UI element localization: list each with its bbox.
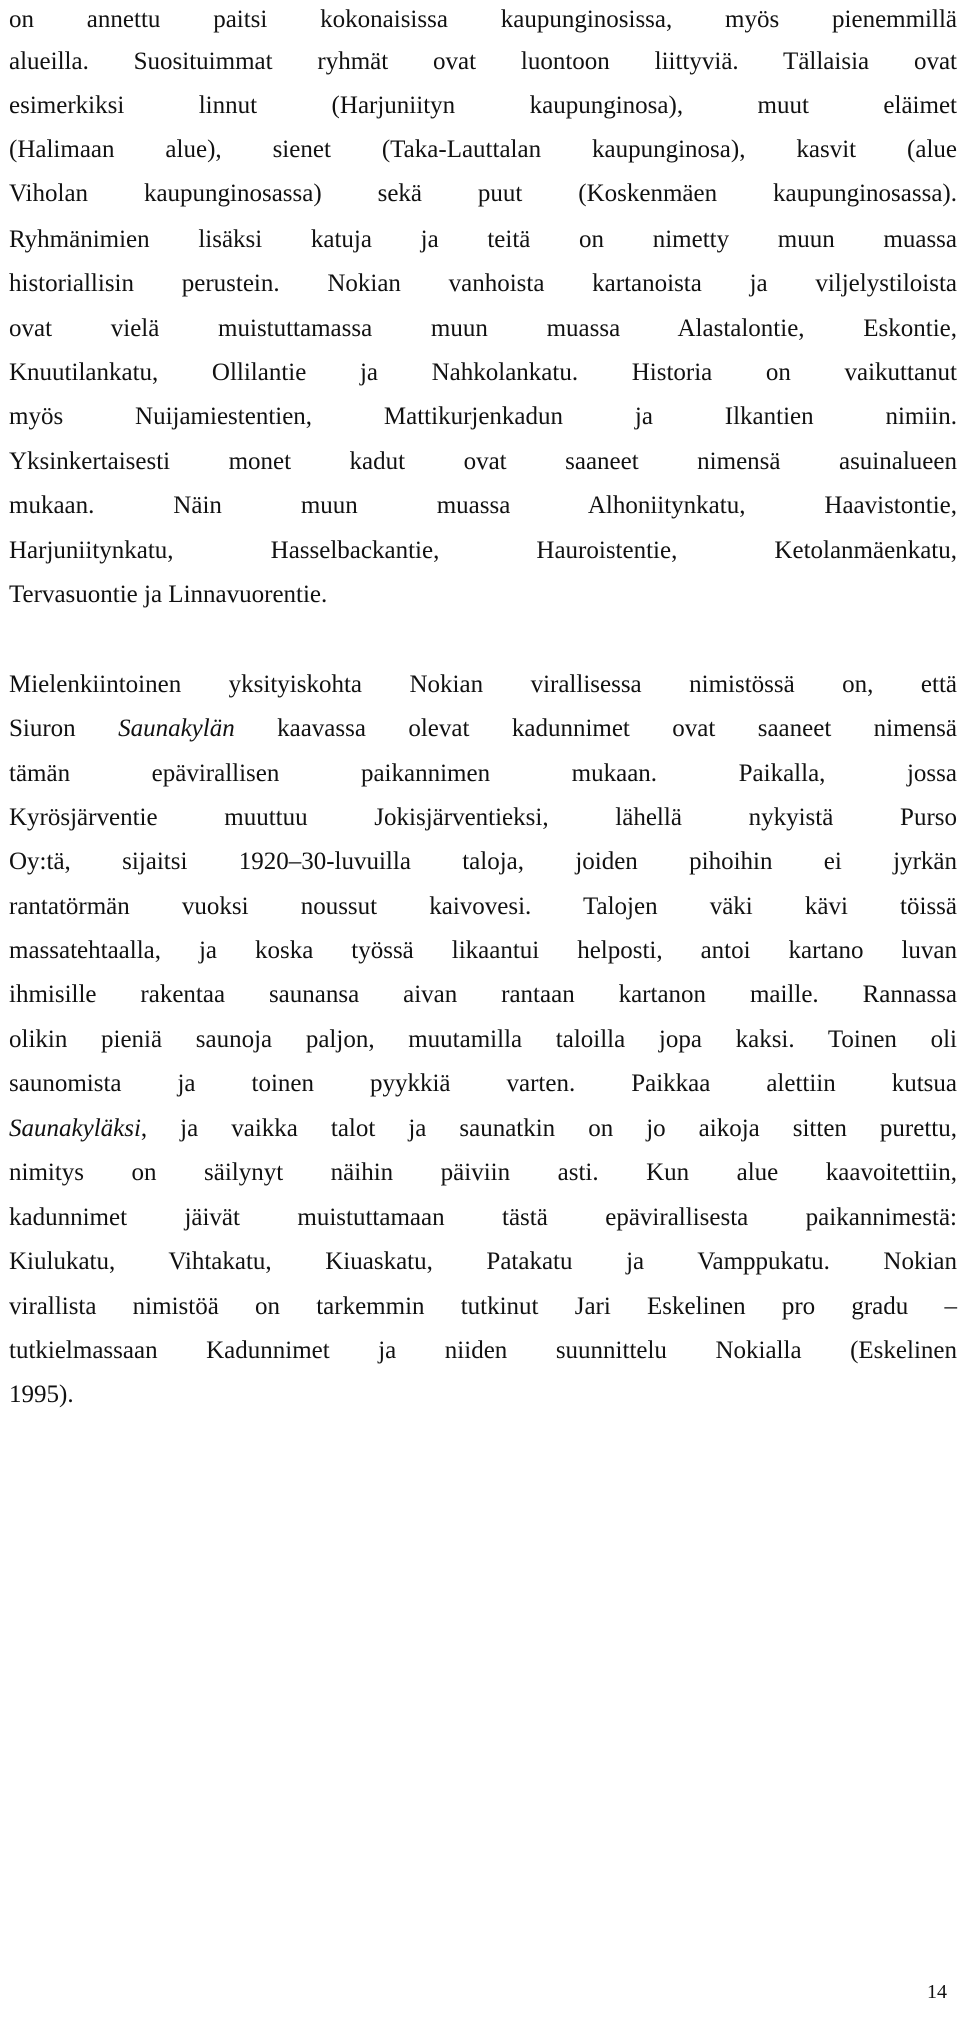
text-line: kadunnimet jäivät muistuttamaan tästä epävirallisesta paikannimestä: <box>9 1204 957 1231</box>
text-line: Mielenkiintoinen yksityiskohta Nokian virallisessa nimistössä on, että <box>9 671 957 698</box>
text-line: Ryhmänimien lisäksi katuja ja teitä on nimetty muun muassa <box>9 226 957 253</box>
text-line: tutkielmassaan Kadunnimet ja niiden suunnittelu Nokialla (Eskelinen <box>9 1337 957 1364</box>
text-line: esimerkiksi linnut (Harjuniityn kaupunginosa), muut eläimet <box>9 92 957 119</box>
text-line: Yksinkertaisesti monet kadut ovat saaneet nimensä asuinalueen <box>9 448 957 475</box>
text-line: tämän epävirallisen paikannimen mukaan. Paikalla, jossa <box>9 760 957 787</box>
text-line: Tervasuontie ja Linnavuorentie. <box>9 581 328 608</box>
text-line: rantatörmän vuoksi noussut kaivovesi. Talojen väki kävi töissä <box>9 893 957 920</box>
text-line <box>9 1114 957 1144</box>
text-line: 1995). <box>9 1381 74 1408</box>
text-line: ihmisille rakentaa saunansa aivan rantaan kartanon maille. Rannassa <box>9 981 957 1008</box>
text-line: Kiulukatu, Vihtakatu, Kiuaskatu, Patakatu ja Vamppukatu. Nokian <box>9 1248 957 1275</box>
page-number: 14 <box>927 1981 947 2003</box>
text-line: ovat vielä muistuttamassa muun muassa Alastalontie, Eskontie, <box>9 315 957 342</box>
text-line: saunomista ja toinen pyykkiä varten. Paikkaa alettiin kutsua <box>9 1070 957 1097</box>
italic-place-name: Saunakylän <box>118 715 235 742</box>
text-line: Viholan kaupunginosassa) sekä puut (Koskenmäen kaupunginosassa). <box>9 180 957 207</box>
text-segment: kaavassa olevat kadunnimet ovat saaneet nimensä <box>234 715 957 742</box>
text-line: Knuutilankatu, Ollilantie ja Nahkolankatu. Historia on vaikuttanut <box>9 359 957 386</box>
text-line: nimitys on säilynyt näihin päiviin asti. Kun alue kaavoitettiin, <box>9 1159 957 1186</box>
text-line: alueilla. Suosituimmat ryhmät ovat luontoon liittyviä. Tällaisia ovat <box>9 48 957 75</box>
italic-place-name: Saunakyläksi <box>9 1115 141 1142</box>
text-line: mukaan. Näin muun muassa Alhoniitynkatu, Haavistontie, <box>9 492 957 519</box>
text-segment: Siuron <box>9 715 119 742</box>
text-line: (Halimaan alue), sienet (Taka-Lauttalan kaupunginosa), kasvit (alue <box>9 136 957 163</box>
text-line: Kyrösjärventie muuttuu Jokisjärventieksi, lähellä nykyistä Purso <box>9 804 957 831</box>
text-line: on annettu paitsi kokonaisissa kaupunginosissa, myös pienemmillä <box>9 6 957 33</box>
text-line: historiallisin perustein. Nokian vanhoista kartanoista ja viljelystiloista <box>9 270 957 297</box>
text-line: myös Nuijamiestentien, Mattikurjenkadun ja Ilkantien nimiin. <box>9 403 957 430</box>
text-line: Harjuniitynkatu, Hasselbackantie, Hauroistentie, Ketolanmäenkatu, <box>9 537 957 564</box>
text-line: olikin pieniä saunoja paljon, muutamilla taloilla jopa kaksi. Toinen oli <box>9 1026 957 1053</box>
text-line: virallista nimistöä on tarkemmin tutkinut Jari Eskelinen pro gradu – <box>9 1293 957 1320</box>
text-line <box>9 714 957 744</box>
text-line: Oy:tä, sijaitsi 1920–30-luvuilla taloja, joiden pihoihin ei jyrkän <box>9 848 957 875</box>
text-segment: , ja vaikka talot ja saunatkin on jo aikoja sitten purettu, <box>140 1115 957 1142</box>
text-line: massatehtaalla, ja koska työssä likaantui helposti, antoi kartano luvan <box>9 937 957 964</box>
